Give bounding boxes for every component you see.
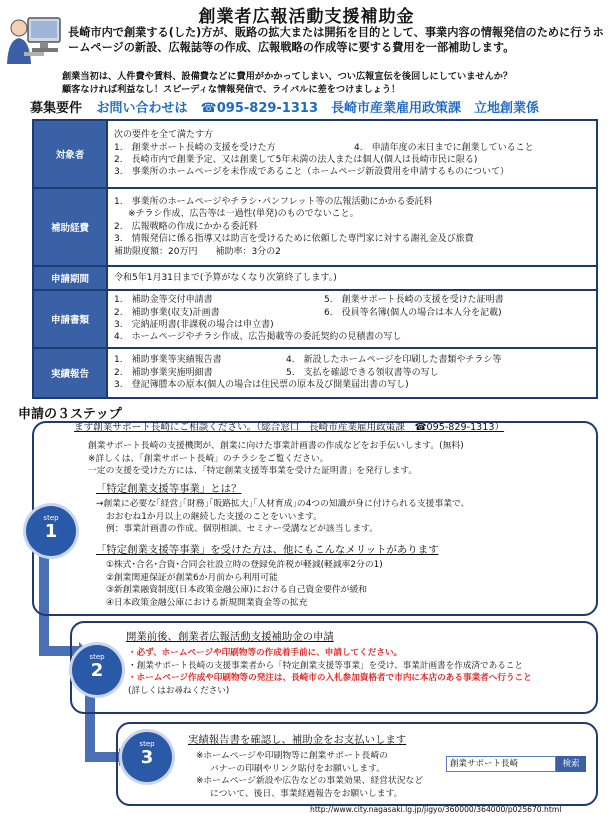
step1-body: 創業サポート長崎の支援機関が、創業に向けた事業計画書の作成などをお手伝いします。(無料) ※詳しくは、「創業サポート長崎」のチラシをご覧ください。 一定の支援を受けた方には、「特定創業支援等事業を受けた証明書」を発行します。 (88, 441, 464, 476)
row-content-period: 令和5年1月31日まで(予算がなくなり次第終了します。) (107, 266, 597, 290)
row-label-docs: 申請書類 (33, 290, 107, 348)
table-row (33, 290, 597, 348)
table-row (33, 120, 597, 188)
table-row (33, 188, 597, 266)
step3-title: 実績報告書を確認し、補助金をお支払いします (188, 734, 407, 746)
step2-badge: step 2 (72, 645, 122, 695)
intro-text: 長崎市内で創業する(した)方が、販路の拡大または開拓を目的として、事業内容の情報発信のために行うホームページの新設、広報誌等の作成、広報戦略の作成等に要する費用を一部補助します。 (68, 26, 604, 54)
table-row (33, 348, 597, 398)
row-label-period: 申請期間 (33, 266, 107, 290)
requirements-header (30, 97, 600, 115)
step1-badge: step 1 (26, 506, 76, 556)
row-label-target: 対象者 (33, 120, 107, 188)
page-title: 創業者広報活動支援補助金 (198, 7, 415, 27)
row-content-report: 1. 補助事業等実績報告書 4. 新設したホームページを印刷した書類やチラシ等 2. 補助事業実施明細書 5. 支払を確認できる領収書等の写し 3. 登記簿謄本の原本(個人の場合は住民票の原本及び開業届出書の写し) (107, 348, 597, 398)
steps-heading: 申請の３ステップ (18, 407, 122, 422)
person-computer-icon (6, 10, 62, 64)
step3-body: ※ホームページや印刷物等に創業サポート長崎の バナーの印刷やリンク貼付をお願いします。 ※ホームページ新設や広告などの事業効果、経営状況など について、後日、事業経過報告をお願いします。 (196, 751, 424, 799)
contact-info: お問い合わせは ☎095-829-1313 長崎市産業雇用政策課 立地創業係 (96, 101, 539, 116)
row-label-expense: 補助経費 (33, 188, 107, 266)
row-content-docs: 1. 補助金等交付申請書 5. 創業サポート長崎の支援を受けた証明書 2. 補助事業(収支)計画書 6. 役員等名簿(個人の場合は本人分を記載) 3. 完納証明書(非課税の場合は申立書) 4. ホームページやチラシ作成、広告掲載等の委託契約の見積書の写し (107, 290, 597, 348)
row-content-expense: 1. 事業所のホームページやチラシ･パンフレット等の広報活動にかかる委託料 ※チラシ作成、広告等は一過性(単発)のものでないこと。 2. 広報戦略の作成にかかる委託料 3. 情報発信に係る指導又は助言を受けるために依頼した専門家に対する謝礼金及び旅費 補助限度額：20万円 補助率：3分の2 (107, 188, 597, 266)
step2-title: 開業前後、創業者広報活動支援補助金の申請 (126, 631, 334, 643)
search-button[interactable]: 検索 (556, 756, 586, 772)
flow-arrow (85, 752, 119, 762)
table-row (33, 266, 597, 290)
search-box (446, 756, 586, 772)
requirements-heading: 募集要件 (30, 101, 83, 116)
requirements-table (32, 119, 598, 399)
step1-question-body: →創業に必要な｢経営｣｢財務｣｢販路拡大｣｢人材育成｣の4つの知識が身に付けられる支援事業で、 おおむね1か月以上の継続した支援のことをいいます。 例：事業計画書の作成、個別相談、セミナー受講などが該当します。 (96, 499, 470, 534)
step3-badge: step 3 (122, 732, 172, 782)
step1-merit-list: ①株式･合名･合資･合同会社設立時の登録免許税が軽減(軽減率2分の1) ②創業関連保証が創業6か月前から利用可能 ③新創業融資制度(日本政策金融公庫)における自己資金要件が緩和 ④日本政策金融公庫における新規開業資金等の拡充 (106, 560, 383, 608)
row-content-target: 次の要件を全て満たす方 1. 創業サポート長崎の支援を受けた方 4. 申請年度の末日までに創業していること 2. 長崎市内で創業予定、又は創業して5年未満の法人または個人(個人は長崎市民に限る) 3. 事業所のホームページを未作成であること（ホームページ新設費用を申請するものについて） (107, 120, 597, 188)
search-input[interactable]: 創業サポート長崎 (446, 756, 556, 772)
step1-question-title: 「特定創業支援等事業」とは？ (96, 483, 242, 495)
row-label-report: 実績報告 (33, 348, 107, 398)
reference-url[interactable]: http://www.city.nagasaki.lg.jp/jigyo/360000/364000/p025670.html (310, 805, 562, 814)
intro-subtext: 創業当初は、人件費や賃料、設備費などに費用がかかってしまい、つい広報宣伝を後回しにしていませんか？ 顧客なければ利益なし！スピーディな情報発信で、ライバルに差をつけましょう！ (62, 71, 513, 95)
step1-title: まず創業サポート長崎にご相談ください。（総合窓口 長崎市産業雇用政策課 ☎095-829-1313） (74, 422, 505, 433)
step1-merit-title: 「特定創業支援等事業」を受けた方は、他にもこんなメリットがあります (96, 544, 439, 556)
step2-body: ・必ず、ホームページや印刷物等の作成着手前に、申請してください。 ・創業サポート長崎の支援事業者から「特定創業支援等事業」を受け、事業計画書を作成済であること ・ホームページ作成や印刷物等の発注は、長崎市の入札参加資格者で市内に本店のある事業者へ行うこと (詳しくはお尋ねください) (128, 648, 532, 696)
